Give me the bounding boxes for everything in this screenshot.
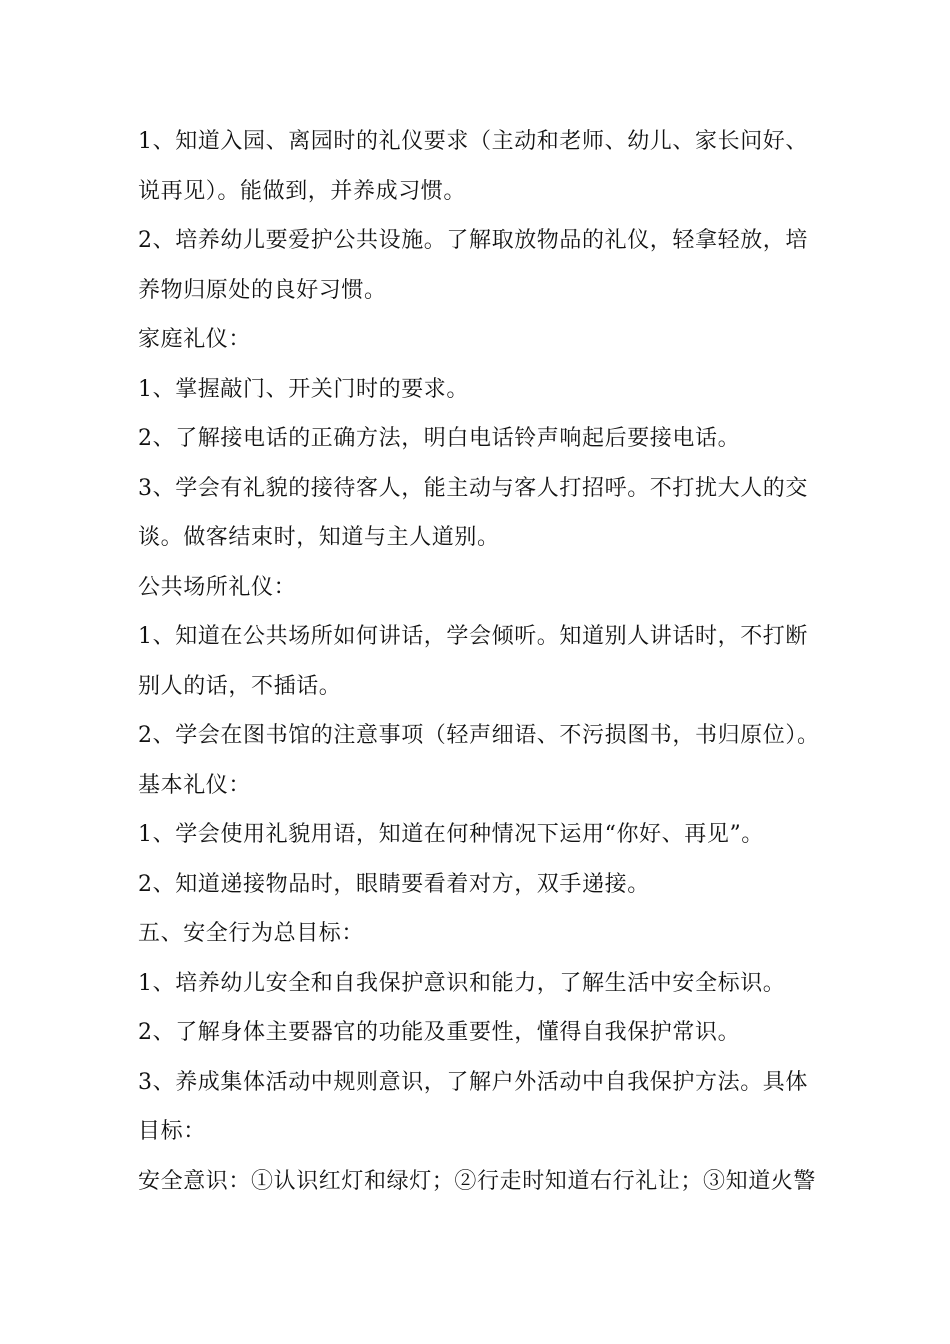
text-line: 2、培养幼儿要爱护公共设施。了解取放物品的礼仪，轻拿轻放，培 — [138, 228, 808, 253]
section-heading-public-etiquette: 公共场所礼仪： — [138, 574, 297, 600]
text-line: 别人的话，不插话。 — [138, 673, 342, 699]
text-line: 1、掌握敲门、开关门时的要求。 — [138, 376, 469, 402]
text-line: 2、知道递接物品时，眼睛要看着对方，双手递接。 — [138, 871, 650, 897]
text-line: 1、培养幼儿安全和自我保护意识和能力，了解生活中安全标识。 — [138, 970, 786, 996]
text-line: 1、知道入园、离园时的礼仪要求（主动和老师、幼儿、家长问好、 — [138, 129, 808, 154]
text-line: 谈。做客结束时，知道与主人道别。 — [138, 525, 500, 550]
text-line: 2、学会在图书馆的注意事项（轻声细语、不污损图书，书归原位）。 — [138, 723, 820, 748]
text-line: 1、知道在公共场所如何讲话，学会倾听。知道别人讲话时，不打断 — [138, 624, 808, 649]
text-line: 说再见）。能做到，并养成习惯。 — [138, 178, 467, 204]
text-line: 1、学会使用礼貌用语，知道在何种情况下运用“你好、再见”。 — [138, 822, 764, 847]
section-heading-basic-etiquette: 基本礼仪： — [138, 772, 252, 798]
section-heading-safety-goals: 五、安全行为总目标： — [138, 921, 365, 946]
text-line: 3、养成集体活动中规则意识，了解户外活动中自我保护方法。具体 — [138, 1069, 808, 1095]
text-line: 3、学会有礼貌的接待客人，能主动与客人打招呼。不打扰大人的交 — [138, 475, 808, 501]
text-line: 安全意识：①认识红灯和绿灯；②行走时知道右行礼让；③知道火警 — [138, 1168, 817, 1194]
text-line: 2、了解身体主要器官的功能及重要性，懂得自我保护常识。 — [138, 1020, 741, 1045]
text-line: 养物归原处的良好习惯。 — [138, 277, 387, 303]
text-line: 2、了解接电话的正确方法，明白电话铃声响起后要接电话。 — [138, 426, 741, 451]
text-line: 目标： — [138, 1119, 206, 1144]
section-heading-family-etiquette: 家庭礼仪： — [138, 327, 252, 352]
document-body — [138, 122, 828, 1211]
